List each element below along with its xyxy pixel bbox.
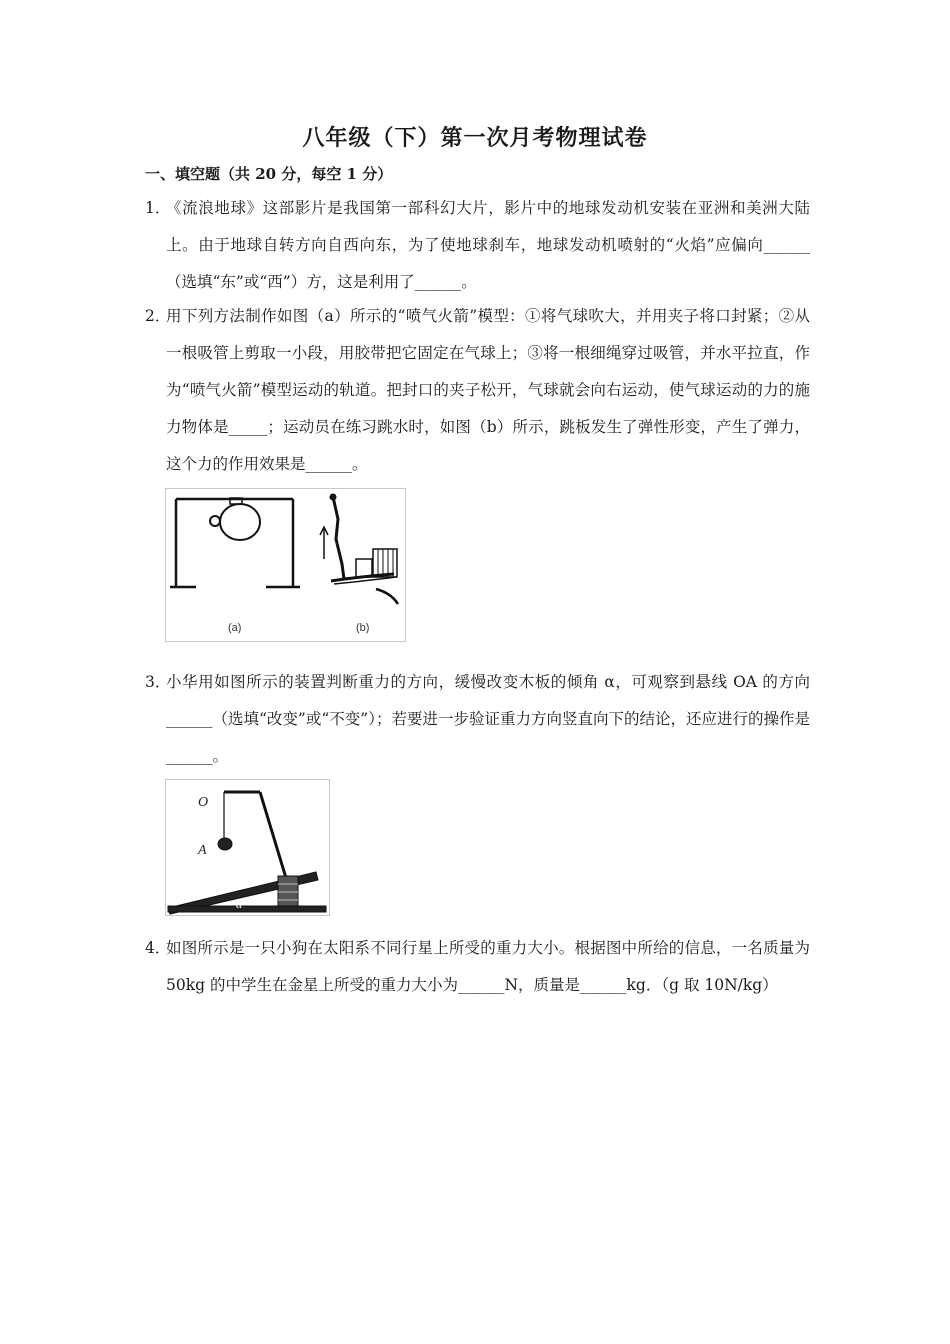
question-text: 如图所示是一只小狗在太阳系不同行星上所受的重力大小。根据图中所给的信息，一名质量为 50kg 的中学生在金星上所受的重力大小为______N，质量是______kg．（g 取 10N/kg） xyxy=(166,939,810,994)
figure-label-b: (b) xyxy=(356,622,370,634)
gravity-direction-figure xyxy=(165,779,330,916)
gravity-direction-diagram xyxy=(166,780,329,915)
question-text: 用下列方法制作如图（a）所示的“喷气火箭”模型：①将气球吹大，并用夹子将口封紧；②从一根吸管上剪取一小段，用胶带把它固定在气球上；③将一根细绳穿过吸管，并水平拉直，作为“喷气火箭”模型运动的轨道。把封口的夹子松开，气球就会向右运动，使气球运动的力的施力物体是_____；运动员在练习跳水时，如图（b）所示，跳板发生了弹性形变，产生了弹力，这个力的作用效果是______。 xyxy=(166,307,810,473)
label-a: A xyxy=(198,843,207,858)
rocket-diving-figure xyxy=(165,488,406,642)
section-heading: 一、填空题（共 20 分，每空 1 分） xyxy=(145,165,393,183)
question-text: 小华用如图所示的装置判断重力的方向，缓慢改变木板的倾角 α，可观察到悬线 OA 的方向______（选填“改变”或“不变”）；若要进一步验证重力方向竖直向下的结论，还应进行的操作是______。 xyxy=(166,673,810,765)
question-text: 《流浪地球》这部影片是我国第一部科幻大片，影片中的地球发动机安装在亚洲和美洲大陆上。由于地球自转方向自西向东，为了使地球刹车，地球发动机喷射的“火焰”应偏向______（选填“东”或“西”）方，这是利用了______。 xyxy=(166,199,810,291)
question-number: 3． xyxy=(145,673,171,691)
label-o: O xyxy=(198,795,209,810)
question-number: 2． xyxy=(145,307,171,325)
diving-board-scene xyxy=(320,494,398,604)
page-title: 八年级（下）第一次月考物理试卷 xyxy=(302,125,648,151)
figure-label-a: (a) xyxy=(228,622,242,634)
question-number: 1． xyxy=(145,199,171,217)
question-3 xyxy=(145,664,810,775)
question-2 xyxy=(145,298,810,483)
inclined-board-apparatus xyxy=(168,792,326,914)
question-1 xyxy=(145,190,810,301)
label-alpha: α xyxy=(236,897,243,911)
question-4 xyxy=(145,930,810,1004)
question-number: 4． xyxy=(145,939,171,957)
rocket-diving-diagram xyxy=(166,489,405,641)
balloon-rocket-apparatus xyxy=(170,498,300,587)
